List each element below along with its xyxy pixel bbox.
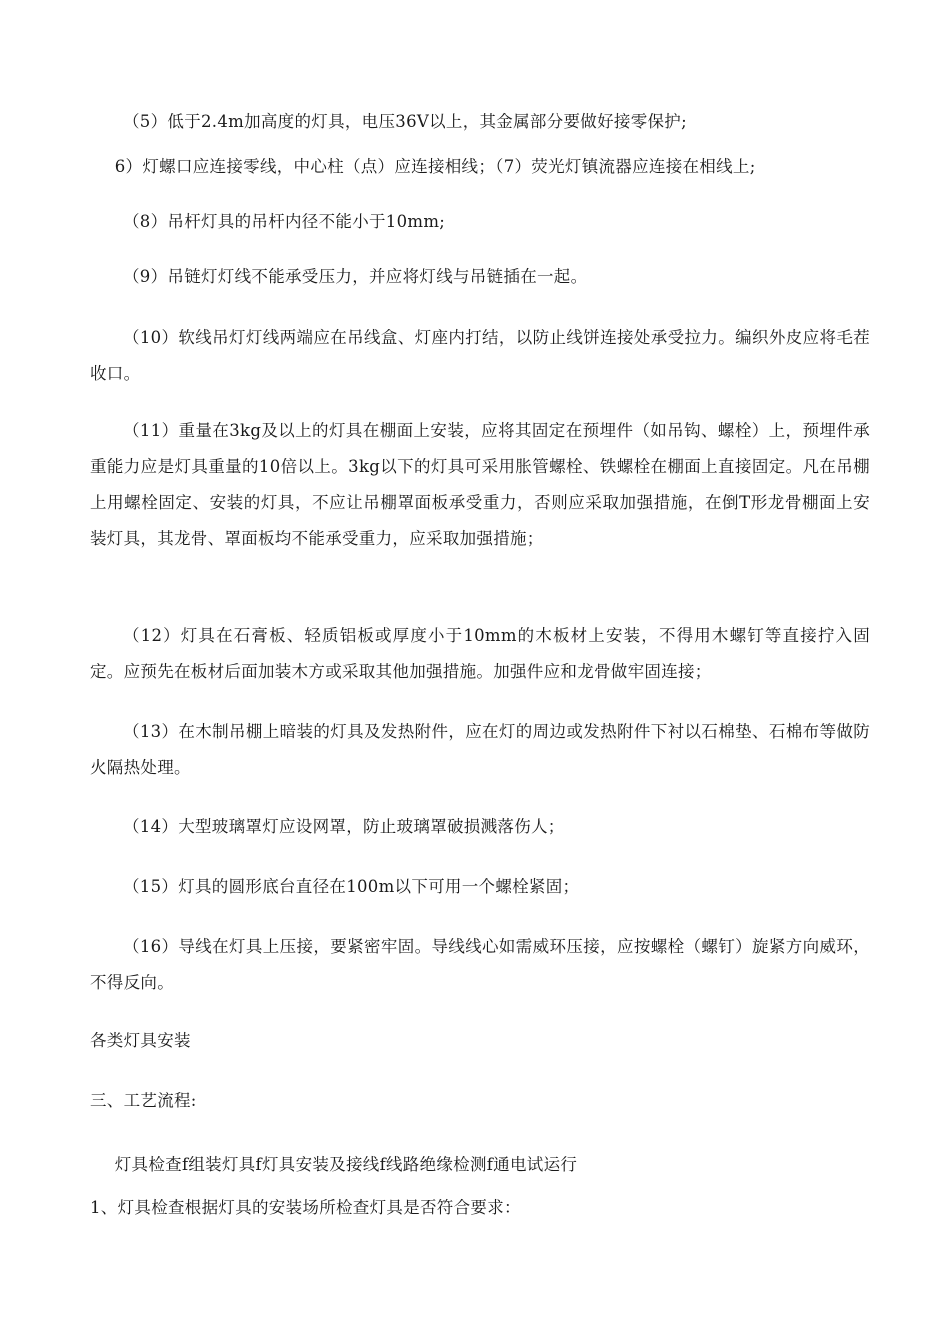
paragraph-item-15: （15）灯具的圆形底台直径在100m以下可用一个螺栓紧固； — [123, 877, 580, 896]
section-heading-process-flow: 三、工艺流程: — [90, 1091, 197, 1110]
step-1-lamp-inspection: 1、灯具检查根据灯具的安装场所检查灯具是否符合要求： — [90, 1198, 521, 1217]
process-flow-steps: 灯具检查f组装灯具f灯具安装及接线f线路绝缘检测f通电试运行 — [114, 1155, 578, 1174]
paragraph-item-6-7: 6）灯螺口应连接零线，中心柱（点）应连接相线；（7）荧光灯镇流器应连接在相线上; — [114, 157, 756, 176]
paragraph-item-14: （14）大型玻璃罩灯应设网罩，防止玻璃罩破损溅落伤人； — [123, 817, 565, 836]
paragraph-item-16: （16）导线在灯具上压接，要紧密牢固。导线线心如需威环压接，应按螺栓（螺钉）旋紧方向威环，不得反向。 — [90, 937, 870, 992]
section-heading-lamp-installation: 各类灯具安装 — [90, 1031, 191, 1050]
paragraph-item-9: （9）吊链灯灯线不能承受压力，并应将灯线与吊链插在一起。 — [123, 267, 588, 286]
paragraph-item-10: （10）软线吊灯灯线两端应在吊线盒、灯座内打结，以防止线饼连接处承受拉力。编织外皮应将毛茬收口。 — [90, 328, 870, 383]
paragraph-item-8: （8）吊杆灯具的吊杆内径不能小于10mm; — [123, 212, 446, 231]
paragraph-item-12: （12）灯具在石膏板、轻质铝板或厚度小于10mm的木板材上安装，不得用木螺钉等直接拧入固定。应预先在板材后面加装木方或采取其他加强措施。加强件应和龙骨做牢固连接； — [90, 626, 870, 681]
paragraph-item-5: （5）低于2.4m加高度的灯具，电压36V以上，其金属部分要做好接零保护; — [123, 112, 687, 131]
paragraph-item-11: （11）重量在3kg及以上的灯具在棚面上安装，应将其固定在预埋件（如吊钩、螺栓）上，预埋件承重能力应是灯具重量的10倍以上。3kg以下的灯具可采用胀管螺栓、铁螺栓在棚面上直接固定。凡在吊棚上用螺栓固定、安装的灯具，不应让吊棚罩面板承受重力，否则应采取加强措施，在倒T形龙骨棚面上安装灯具，其龙骨、罩面板均不能承受重力，应采取加强措施； — [90, 421, 870, 548]
paragraph-item-13: （13）在木制吊棚上暗装的灯具及发热附件，应在灯的周边或发热附件下衬以石棉垫、石棉布等做防火隔热处理。 — [90, 722, 870, 777]
